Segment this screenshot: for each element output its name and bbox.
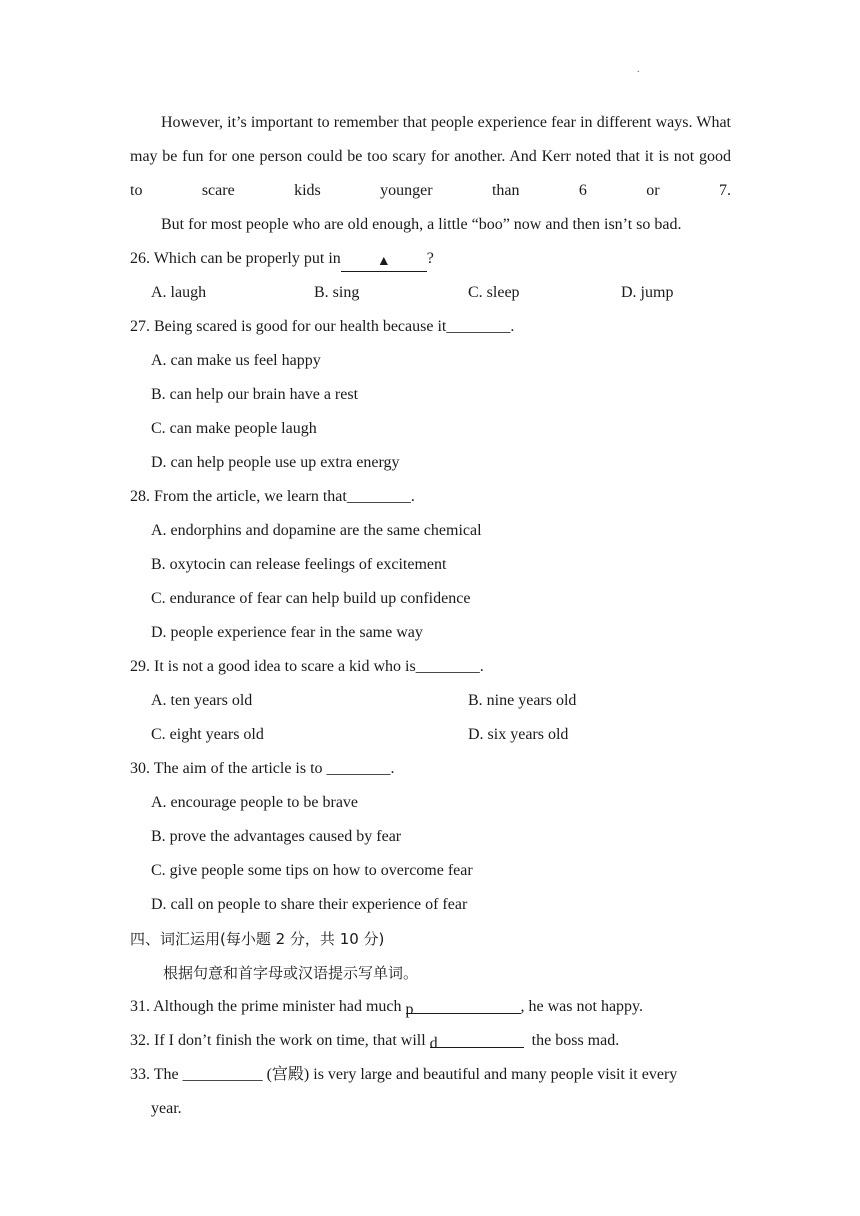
question-29-options-row-1 (130, 684, 731, 718)
exam-page (130, 106, 731, 1126)
option-c: C. eight years old (151, 726, 264, 743)
answer-blank: ________ (446, 318, 511, 335)
question-27: 27. Being scared is good for our health because it________. (130, 318, 515, 335)
option-b: B. oxytocin can release feelings of excitement (151, 556, 447, 573)
question-26: 26. Which can be properly put in ▲ ? (130, 242, 731, 276)
answer-blank: p (406, 993, 521, 1014)
option-c: C. give people some tips on how to overcome fear (151, 862, 473, 879)
question-33: 33. The __________ (宫殿) is very large and beautiful and many people visit it every (130, 1066, 678, 1083)
option-b: B. sing (314, 284, 360, 301)
section-4-title: 四、词汇运用(每小题 2 分，共 10 分) (130, 930, 385, 948)
passage-paragraph-2: But for most people who are old enough, a little “boo” now and then isn’t so bad. (161, 216, 682, 233)
answer-blank: ________ (346, 488, 411, 505)
question-stem: 27. Being scared is good for our health because it (130, 318, 447, 335)
option-d: D. can help people use up extra energy (151, 454, 400, 471)
option-d: D. jump (621, 284, 674, 301)
option-a: A. ten years old (151, 692, 253, 709)
option-d: D. people experience fear in the same way (151, 624, 423, 641)
question-stem: 29. It is not a good idea to scare a kid who is (130, 658, 416, 675)
option-a: A. can make us feel happy (151, 352, 321, 369)
option-b: B. can help our brain have a rest (151, 386, 359, 403)
question-29: 29. It is not a good idea to scare a kid who is________. (130, 658, 484, 675)
option-b: B. prove the advantages caused by fear (151, 828, 402, 845)
triangle-marker-icon: ▲ (341, 253, 427, 272)
question-stem: 26. Which can be properly put in (130, 250, 341, 267)
question-30: 30. The aim of the article is to ________. (130, 760, 395, 777)
section-4-instruction: 根据句意和首字母或汉语提示写单词。 (163, 964, 419, 982)
question-33-continuation: year. (151, 1100, 182, 1117)
question-stem: 30. The aim of the article is to (130, 760, 327, 777)
option-c: C. sleep (468, 284, 520, 301)
option-d: D. six years old (468, 726, 569, 743)
option-d: D. call on people to share their experience of fear (151, 896, 468, 913)
passage-paragraph-1: However, it’s important to remember that people experience fear in different ways. What may be fun for one person could be too scary for another. And Kerr noted that it is not good to scare kids younger than 6 or 7. (130, 114, 731, 199)
option-c: C. endurance of fear can help build up confidence (151, 590, 471, 607)
option-c: C. can make people laugh (151, 420, 317, 437)
page-corner-dot: . (637, 64, 640, 75)
answer-blank: ________ (326, 760, 391, 777)
option-a: A. laugh (151, 284, 207, 301)
question-stem: 28. From the article, we learn that (130, 488, 347, 505)
question-29-options-row-2 (130, 718, 731, 752)
answer-blank: ________ (415, 658, 480, 675)
option-b: B. nine years old (468, 692, 577, 709)
question-32: 32. If I don’t finish the work on time, that will d the boss mad. (130, 1024, 731, 1058)
question-31: 31. Although the prime minister had much p , he was not happy. (130, 990, 731, 1024)
question-26-options (130, 276, 731, 310)
option-a: A. encourage people to be brave (151, 794, 359, 811)
question-28: 28. From the article, we learn that________. (130, 488, 415, 505)
answer-blank: d (430, 1027, 524, 1048)
option-a: A. endorphins and dopamine are the same chemical (151, 522, 482, 539)
